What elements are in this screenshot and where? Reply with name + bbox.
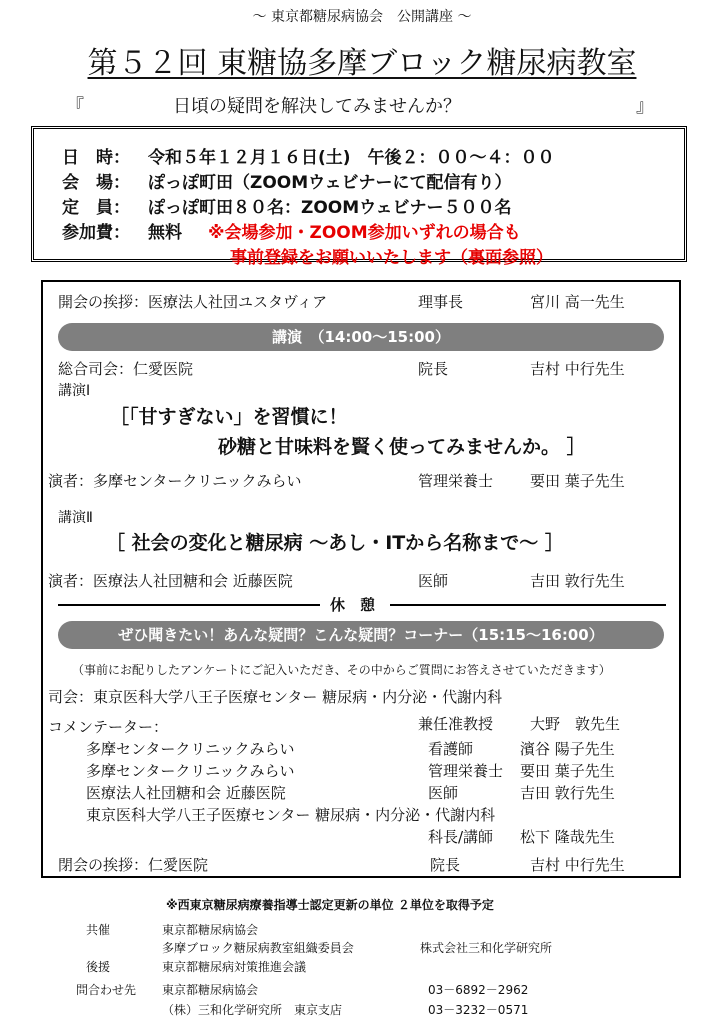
commentator-role: 兼任准教授 xyxy=(418,715,494,733)
page-title: 第５２回 東糖協多摩ブロック糖尿病教室 xyxy=(87,46,637,81)
support: 東京都糖尿病対策推進会議 xyxy=(162,960,307,974)
capacity-value: ぽっぽ町田８０名：ZOOMウェビナー５００名 xyxy=(148,198,512,218)
date-value: 令和５年１２月１６日(土) 午後２：００～４：００ xyxy=(148,148,555,168)
commentator-name: 要田 葉子先生 xyxy=(520,762,615,780)
credit-note: ※西東京糖尿病療養指導士認定更新の単位 ２単位を取得予定 xyxy=(166,898,494,912)
contact-2-tel: 03－3232－0571 xyxy=(428,1003,529,1017)
commentator-name: 松下 隆哉先生 xyxy=(520,828,615,846)
host-2: 多摩ブロック糖尿病教室組織委員会 xyxy=(162,941,354,955)
commentator-role: 科長/講師 xyxy=(428,828,494,846)
opening-greeting: 開会の挨拶：医療法人社団ユスタヴィア xyxy=(58,293,328,311)
contact-1: 東京都糖尿病協会 xyxy=(162,983,259,997)
pretitle: ～ 東京都糖尿病協会 公開講座 ～ xyxy=(252,9,472,25)
lecture1-role: 管理栄養士 xyxy=(418,472,494,490)
lecture2-speaker: 演者：医療法人社団糖和会 近藤医院 xyxy=(48,572,293,590)
lecture2-label: 講演Ⅱ xyxy=(58,510,93,526)
opening-name: 宮川 高一先生 xyxy=(530,293,625,311)
lecture1-title-line1: ［「甘すぎない」を習慣に！ xyxy=(110,406,348,428)
lecture1-label: 講演Ⅰ xyxy=(58,383,91,399)
subtitle-close-bracket: 』 xyxy=(636,96,654,117)
capacity-label: 定 員： xyxy=(62,198,130,218)
registration-note-2: 事前登録をお願いいたします（裏面参照） xyxy=(230,248,553,268)
commentator-name: 濱谷 陽子先生 xyxy=(520,740,615,758)
subtitle: 日頃の疑問を解決してみませんか？ xyxy=(173,96,461,117)
commentators-label: コメンテーター： xyxy=(48,718,169,736)
mc-role: 院長 xyxy=(418,360,449,378)
mc-label: 総合司会：仁愛医院 xyxy=(58,360,194,378)
closing-role: 院長 xyxy=(430,856,461,874)
date-label: 日 時： xyxy=(62,148,130,168)
host-1: 東京都糖尿病協会 xyxy=(162,923,259,937)
closing-greeting: 閉会の挨拶：仁愛医院 xyxy=(58,856,209,874)
host-label: 共催 xyxy=(86,923,111,937)
registration-note-1: ※会場参加・ZOOM参加いずれの場合も xyxy=(208,223,521,243)
support-label: 後援 xyxy=(86,960,111,974)
commentator-role: 医師 xyxy=(428,784,459,802)
commentator-org: 東京医科大学八王子医療センター 糖尿病・内分泌・代謝内科 xyxy=(86,806,496,824)
commentator-org: 多摩センタークリニックみらい xyxy=(86,740,295,758)
lecture1-speaker: 演者：多摩センタークリニックみらい xyxy=(48,472,302,490)
mc-name: 吉村 中行先生 xyxy=(530,360,625,378)
lecture2-role: 医師 xyxy=(418,572,449,590)
break-rule-left xyxy=(58,604,320,606)
fee-value: 無料 xyxy=(148,223,182,243)
commentator-org: 多摩センタークリニックみらい xyxy=(86,762,295,780)
closing-name: 吉村 中行先生 xyxy=(530,856,625,874)
contact-label: 問合わせ先 xyxy=(76,983,137,997)
opening-role: 理事長 xyxy=(418,293,464,311)
host-3: 株式会社三和化学研究所 xyxy=(420,941,553,955)
break-rule-right xyxy=(390,604,666,606)
contact-1-tel: 03－6892－2962 xyxy=(428,983,529,997)
lecture2-title: ［ 社会の変化と糖尿病 ～あし・ITから名称まで～ ］ xyxy=(106,532,564,554)
lecture1-name: 要田 葉子先生 xyxy=(530,472,625,490)
lecture1-title-line2: 砂糖と甘味料を賢く使ってみませんか。 ］ xyxy=(218,436,586,458)
lecture2-name: 吉田 敦行先生 xyxy=(530,572,625,590)
qa-mc: 司会：東京医科大学八王子医療センター 糖尿病・内分泌・代謝内科 xyxy=(48,688,503,706)
lecture-section-bar: 講演 （14:00～15:00） xyxy=(58,323,664,351)
qa-section-bar: ぜひ聞きたい！あんな疑問？こんな疑問？コーナー（15:15～16:00） xyxy=(58,621,664,649)
qa-note: （事前にお配りしたアンケートにご記入いただき、その中からご質問にお答えさせていただきます） xyxy=(72,663,611,677)
break-label: 休 憩 xyxy=(330,596,376,614)
commentator-name: 大野 敦先生 xyxy=(530,715,621,733)
contact-2: （株）三和化学研究所 東京支店 xyxy=(162,1003,343,1017)
venue-value: ぽっぽ町田（ZOOMウェビナーにて配信有り） xyxy=(148,173,512,193)
commentator-name: 吉田 敦行先生 xyxy=(520,784,615,802)
commentator-role: 管理栄養士 xyxy=(428,762,504,780)
commentator-role: 看護師 xyxy=(428,740,474,758)
subtitle-open-bracket: 『 xyxy=(66,96,84,117)
fee-label: 参加費： xyxy=(62,223,130,243)
commentator-org: 医療法人社団糖和会 近藤医院 xyxy=(86,784,286,802)
venue-label: 会 場： xyxy=(62,173,130,193)
